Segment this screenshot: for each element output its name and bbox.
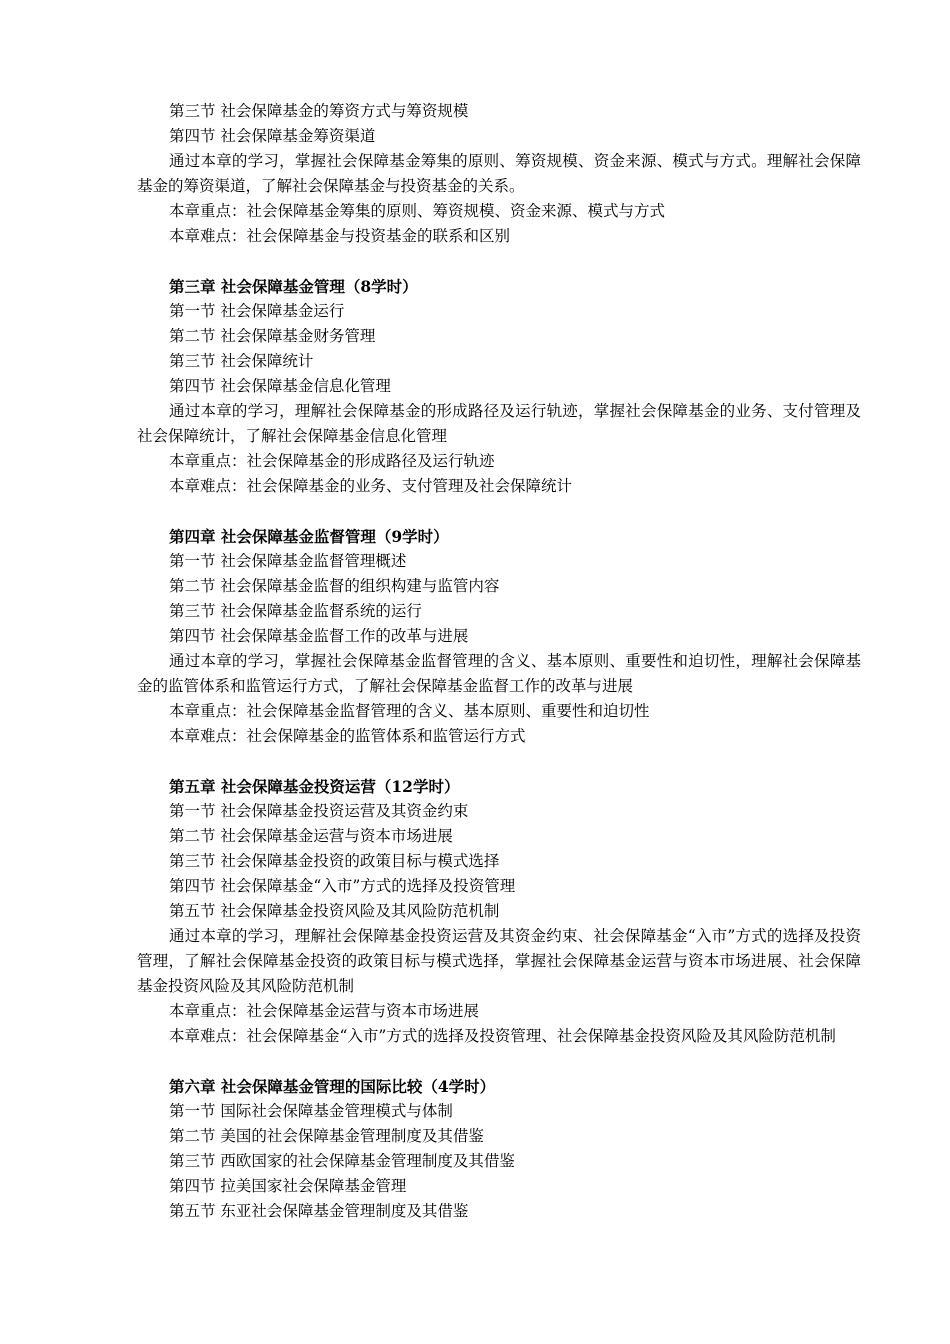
difficulties: 本章难点：社会保障基金与投资基金的联系和区别	[169, 227, 511, 245]
section-line: 第三节 社会保障基金监督系统的运行	[169, 602, 422, 620]
spacer	[137, 1049, 861, 1074]
spacer	[137, 249, 861, 274]
key-points: 本章重点：社会保障基金监督管理的含义、基本原则、重要性和迫切性	[169, 702, 650, 720]
section-line: 第一节 社会保障基金投资运营及其资金约束	[169, 802, 469, 820]
section-line: 第四节 拉美国家社会保障基金管理	[169, 1177, 407, 1195]
section-line: 第四节 社会保障基金信息化管理	[169, 377, 391, 395]
key-points: 本章重点：社会保障基金运营与资本市场进展	[169, 1002, 480, 1020]
section-line: 第一节 社会保障基金监督管理概述	[169, 552, 407, 570]
chapter-title: 第五章 社会保障基金投资运营（12学时）	[169, 777, 460, 796]
chapter-summary: 通过本章的学习，掌握社会保障基金监督管理的含义、基本原则、重要性和迫切性，理解社会保障基金的监管体系和监管运行方式，了解社会保障基金监督工作的改革与进展	[137, 652, 861, 695]
chapter-summary: 通过本章的学习，理解社会保障基金投资运营及其资金约束、社会保障基金“入市”方式的选择及投资管理，了解社会保障基金投资的政策目标与模式选择，掌握社会保障基金运营与资本市场进展、社会保障基金投资风险及其风险防范机制	[137, 927, 861, 995]
section-line: 第一节 社会保障基金运行	[169, 302, 345, 320]
chapter-title: 第三章 社会保障基金管理（8学时）	[169, 277, 418, 296]
section-line: 第一节 国际社会保障基金管理模式与体制	[169, 1102, 453, 1120]
chapter-summary: 通过本章的学习，理解社会保障基金的形成路径及运行轨迹，掌握社会保障基金的业务、支付管理及社会保障统计，了解社会保障基金信息化管理	[137, 402, 861, 445]
difficulties: 本章难点：社会保障基金的业务、支付管理及社会保障统计	[169, 477, 573, 495]
section-line: 第二节 社会保障基金财务管理	[169, 327, 376, 345]
key-points: 本章重点：社会保障基金筹集的原则、筹资规模、资金来源、模式与方式	[169, 202, 666, 220]
section-line: 第二节 社会保障基金监督的组织构建与监管内容	[169, 577, 500, 595]
spacer	[137, 499, 861, 524]
section-line: 第三节 西欧国家的社会保障基金管理制度及其借鉴	[169, 1152, 515, 1170]
section-line: 第四节 社会保障基金“入市”方式的选择及投资管理	[169, 877, 516, 895]
section-line: 第三节 社会保障基金的筹资方式与筹资规模	[169, 102, 469, 120]
section-line: 第四节 社会保障基金筹资渠道	[169, 127, 376, 145]
difficulties: 本章难点：社会保障基金的监管体系和监管运行方式	[169, 727, 526, 745]
section-line: 第三节 社会保障统计	[169, 352, 314, 370]
key-points: 本章重点：社会保障基金的形成路径及运行轨迹	[169, 452, 495, 470]
section-line: 第二节 社会保障基金运营与资本市场进展	[169, 827, 453, 845]
chapter-summary: 通过本章的学习，掌握社会保障基金筹集的原则、筹资规模、资金来源、模式与方式。理解社会保障基金的筹资渠道，了解社会保障基金与投资基金的关系。	[137, 152, 861, 195]
section-line: 第四节 社会保障基金监督工作的改革与进展	[169, 627, 469, 645]
chapter-title: 第四章 社会保障基金监督管理（9学时）	[169, 527, 449, 546]
difficulties: 本章难点：社会保障基金“入市”方式的选择及投资管理、社会保障基金投资风险及其风险防范机制	[169, 1027, 836, 1045]
section-line: 第二节 美国的社会保障基金管理制度及其借鉴	[169, 1127, 484, 1145]
spacer	[137, 749, 861, 774]
document-body	[137, 99, 861, 1224]
section-line: 第三节 社会保障基金投资的政策目标与模式选择	[169, 852, 500, 870]
section-line: 第五节 东亚社会保障基金管理制度及其借鉴	[169, 1202, 469, 1220]
chapter-title: 第六章 社会保障基金管理的国际比较（4学时）	[169, 1077, 496, 1096]
section-line: 第五节 社会保障基金投资风险及其风险防范机制	[169, 902, 500, 920]
